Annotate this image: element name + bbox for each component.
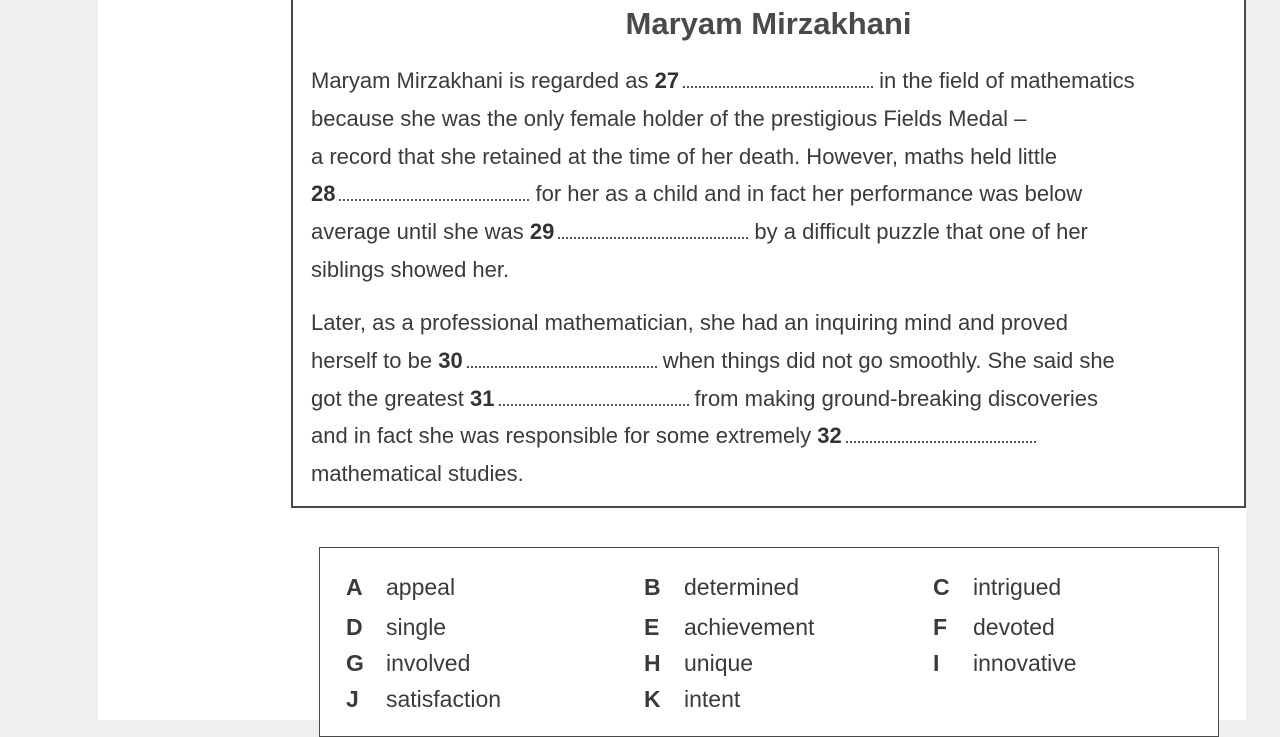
paragraph-2 [311, 304, 1231, 493]
option-letter: C [933, 574, 950, 600]
option-word: satisfaction [386, 686, 502, 712]
option-letter: B [644, 574, 661, 600]
passage-text: mathematical studies. [311, 461, 524, 487]
question-number-30: 30 [438, 347, 463, 373]
option-d[interactable] [346, 614, 446, 641]
option-c[interactable] [933, 574, 1061, 601]
option-word: innovative [973, 650, 1077, 676]
option-letter: J [346, 686, 359, 712]
option-word: intrigued [973, 574, 1062, 600]
passage-box [291, 0, 1246, 508]
question-number-28: 28 [311, 181, 336, 207]
passage-text: got the greatest [311, 385, 464, 411]
option-word: involved [386, 650, 471, 676]
answer-gap-28[interactable] [339, 198, 529, 201]
option-letter: A [346, 574, 363, 600]
option-i[interactable] [933, 650, 1077, 677]
passage-text: and in fact she was responsible for some extremely [311, 423, 812, 449]
passage-text: siblings showed her. [311, 256, 510, 282]
passage-text: by a difficult puzzle that one of her [754, 219, 1088, 245]
option-f[interactable] [933, 614, 1055, 641]
passage-text: because she was the only female holder of the prestigious Fields Medal – [311, 105, 1027, 131]
question-number-31: 31 [470, 385, 495, 411]
passage-text: Maryam Mirzakhani is regarded as [311, 68, 649, 93]
answer-gap-32[interactable] [846, 440, 1036, 443]
passage-text: average until she was [311, 219, 524, 245]
option-word: achievement [684, 614, 815, 640]
option-j[interactable] [346, 686, 501, 713]
option-g[interactable] [346, 650, 470, 677]
answer-gap-30[interactable] [467, 365, 657, 368]
passage-text: Later, as a professional mathematician, she had an inquiring mind and proved [311, 310, 1069, 335]
option-word: intent [684, 686, 741, 712]
paragraph-1 [311, 62, 1231, 289]
option-h[interactable] [644, 650, 753, 677]
option-letter: H [644, 650, 661, 676]
answer-gap-31[interactable] [499, 403, 689, 406]
option-letter: G [346, 650, 364, 676]
passage-text: from making ground-breaking discoveries [694, 385, 1099, 411]
option-letter: D [346, 614, 363, 640]
option-letter: F [933, 614, 948, 640]
question-number-29: 29 [529, 219, 555, 245]
option-letter: E [644, 614, 660, 640]
passage-title: Maryam Mirzakhani [625, 6, 912, 41]
question-number-32: 32 [817, 423, 842, 449]
answer-gap-29[interactable] [558, 236, 748, 239]
option-e[interactable] [644, 614, 814, 641]
option-a[interactable] [346, 574, 455, 601]
question-number-27: 27 [654, 68, 680, 93]
option-letter: K [644, 686, 661, 712]
option-word: devoted [973, 614, 1055, 640]
option-letter: I [933, 650, 940, 676]
option-k[interactable] [644, 686, 740, 713]
option-word: single [386, 614, 447, 640]
passage-text: when things did not go smoothly. She said she [662, 347, 1115, 373]
option-b[interactable] [644, 574, 799, 601]
word-options-box [319, 547, 1219, 737]
option-word: appeal [386, 574, 456, 600]
answer-gap-27[interactable] [683, 85, 873, 88]
passage-text: a record that she retained at the time of her death. However, maths held little [311, 143, 1057, 169]
option-word: determined [684, 574, 800, 600]
passage-text: herself to be [311, 347, 433, 373]
document-page [98, 0, 1246, 720]
option-word: unique [684, 650, 754, 676]
passage-text: in the field of mathematics [879, 68, 1135, 93]
passage-text: for her as a child and in fact her performance was below [535, 181, 1083, 207]
